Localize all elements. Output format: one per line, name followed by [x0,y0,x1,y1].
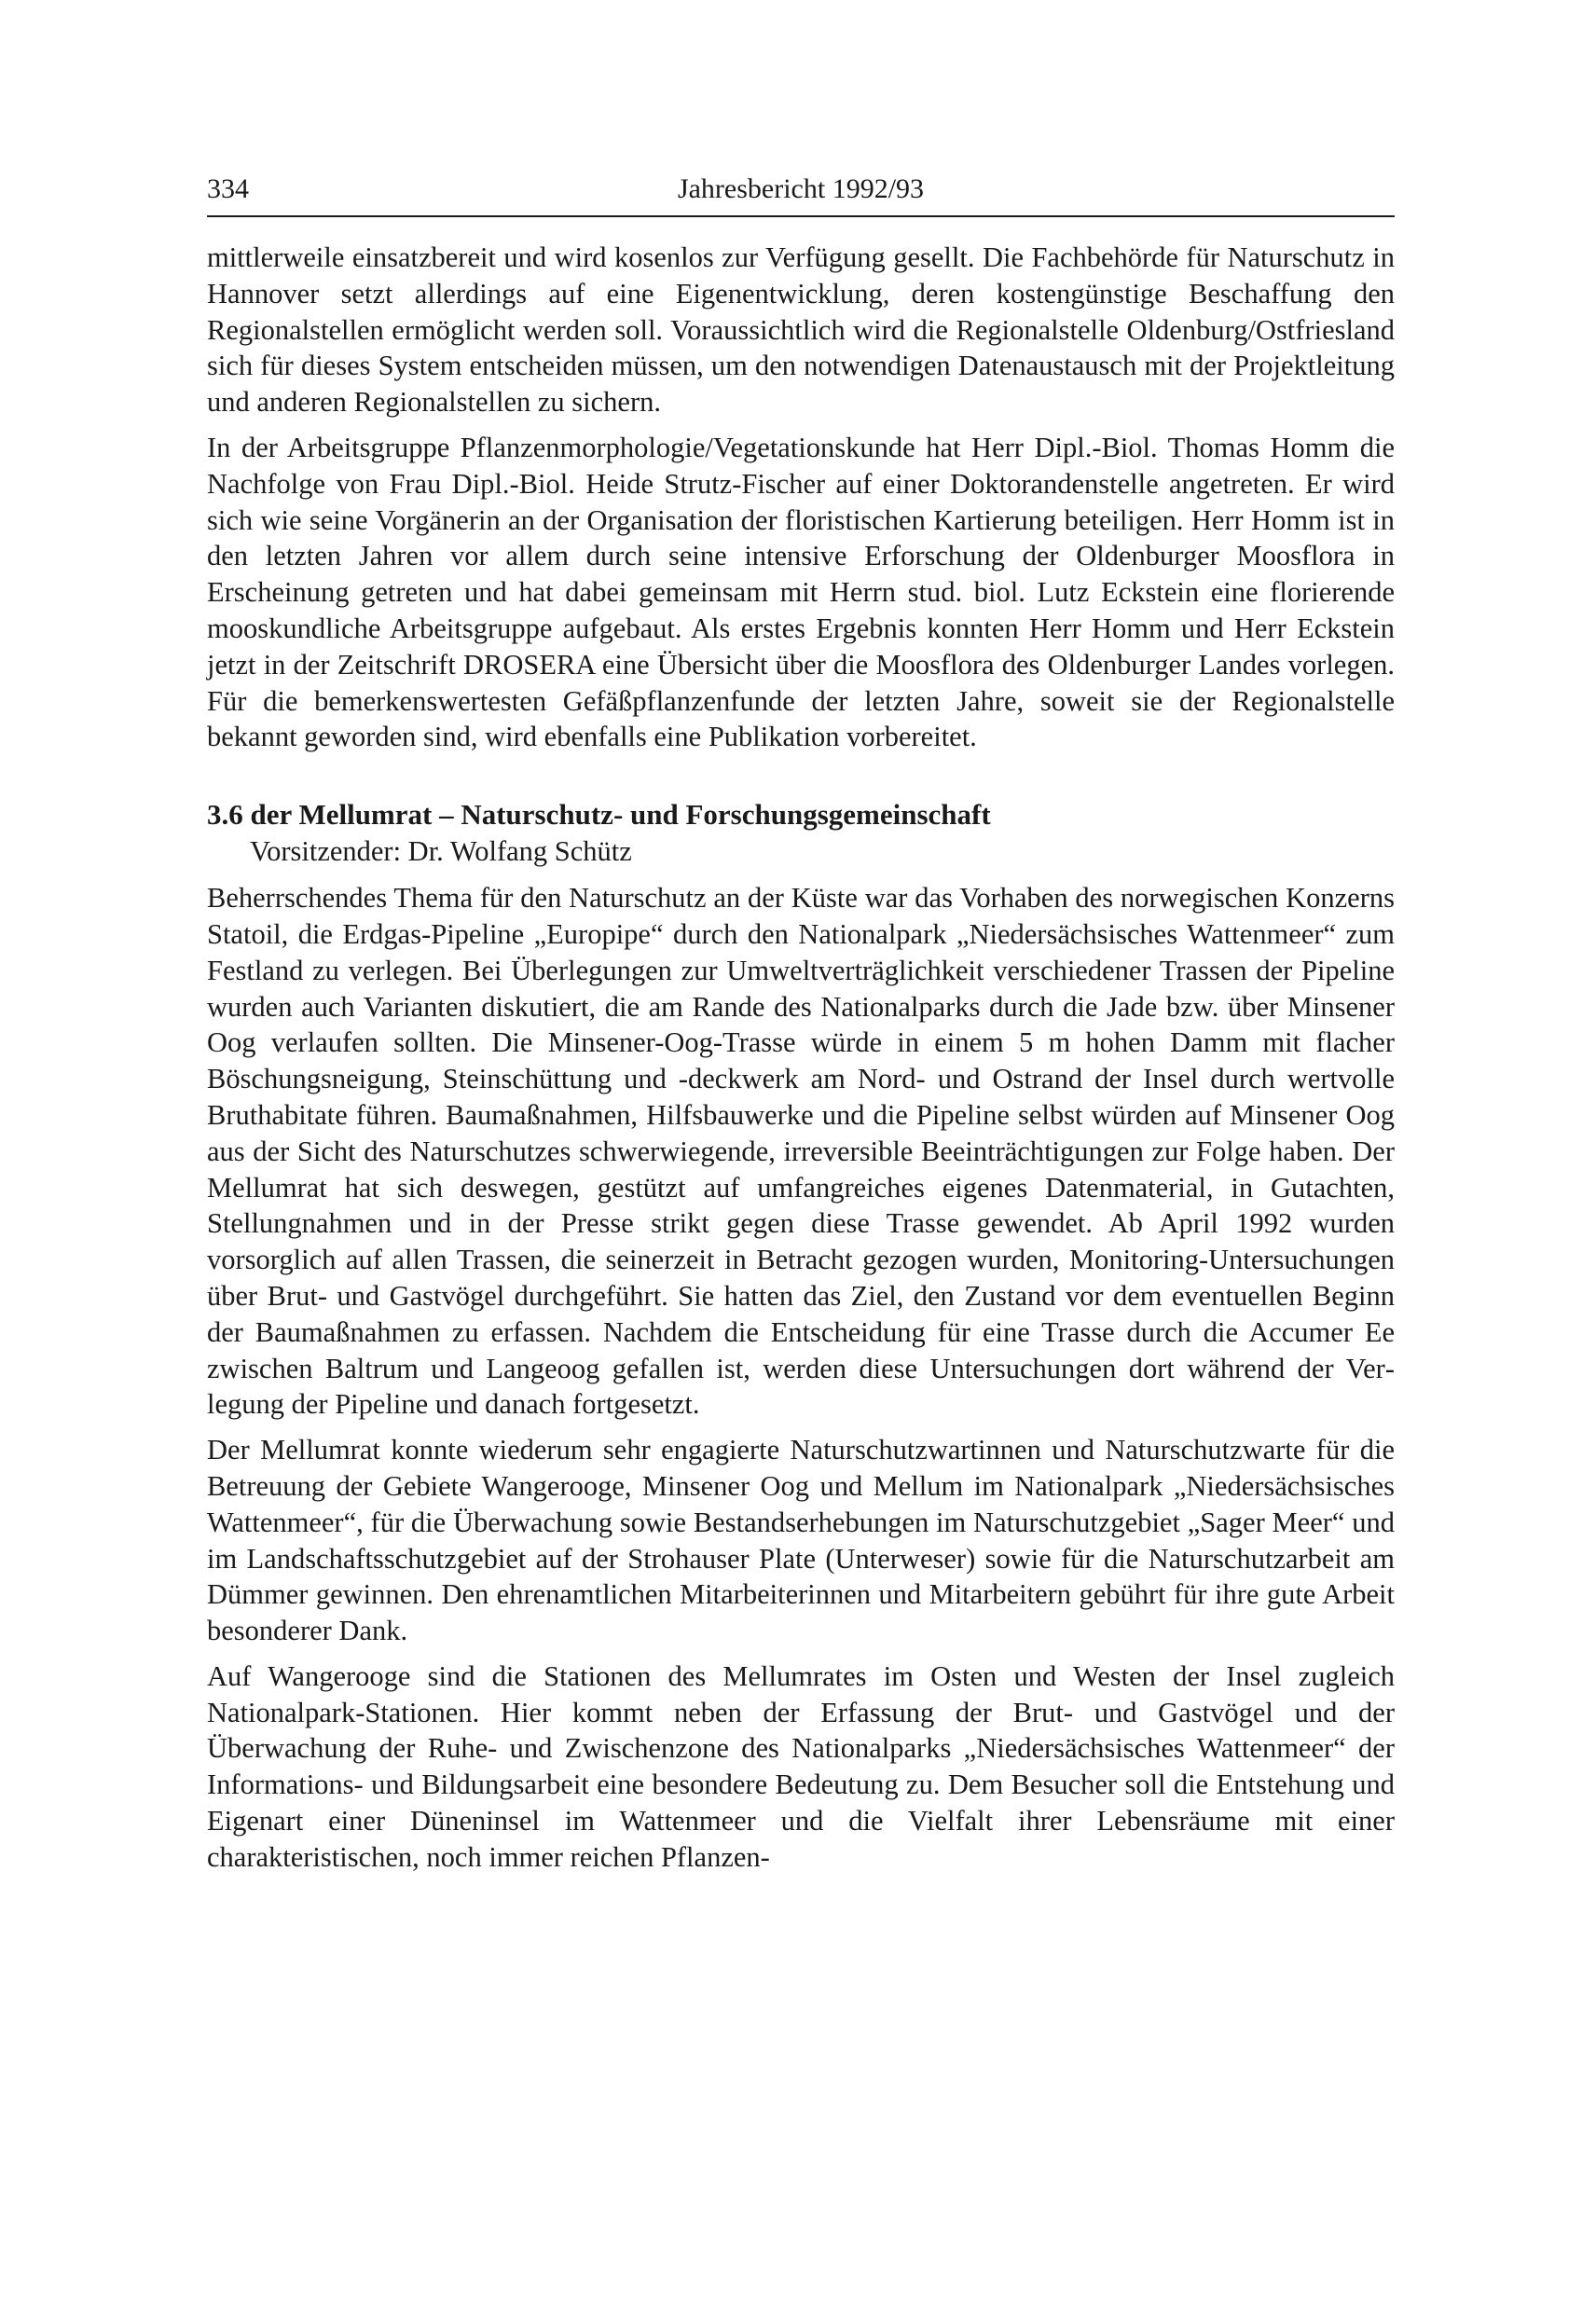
paragraph-pipeline: Beherrschendes Thema für den Naturschutz an der Küste war das Vorhaben des norwegischen Konzerns Statoil, die Erdgas-Pipeline „Europipe“ durch den Nationalpark „Niedersächsisches Wattenmeer“ zum Festland zu verlegen. Bei Überlegungen zur Umweltverträglichkeit verschiedener Trassen der Pipeline wurden auch Varianten diskutiert, die am Rande des Nationalparks durch die Jade bzw. über Minsener Oog verlaufen sollten. Die Minsener-Oog-Trasse würde in einem 5 m hohen Damm mit flacher Böschungsneigung, Steinschüttung und -deckwerk am Nord- und Ostrand der Insel durch wertvolle Bruthabitate führen. Baumaßnahmen, Hilfsbauwerke und die Pipeline selbst würden auf Minsener Oog aus der Sicht des Naturschutzes schwerwiegende, irreversible Beeinträchtigungen zur Folge haben. Der Mellumrat hat sich deswegen, gestützt auf umfangreiches eigenes Datenmaterial, in Gutachten, Stellungnahmen und in der Presse strikt gegen diese Trasse gewendet. Ab April 1992 wurden vorsorglich auf allen Trassen, die seinerzeit in Betracht gezogen wurden, Monitoring-Untersuchungen über Brut- und Gastvögel durchgeführt. Sie hatten das Ziel, den Zustand vor dem eventuellen Beginn der Baumaßnahmen zu erfassen. Nachdem die Entscheidung für eine Trasse durch die Accumer Ee zwischen Baltrum und Langeoog gefallen ist, werden diese Untersuchungen dort während der Verlegung der Pipeline und danach fortgesetzt. [207,882,1395,1421]
header-rule [207,215,1395,217]
running-header [207,171,1395,215]
document-page [207,171,1395,1885]
page-number: 334 [207,173,249,204]
running-title: Jahresbericht 1992/93 [677,173,925,204]
paragraph-working-group: In der Arbeitsgruppe Pflanzenmorphologie/Vegetationskunde hat Herr Dipl.-Biol. Thomas Homm die Nachfolge von Frau Dipl.-Biol. Heide Strutz-Fischer auf einer Doktorandenstelle angetreten. Er wird sich wie seine Vorgänerin an der Organisation der floristischen Kartierung beteiligen. Herr Homm ist in den letzten Jahren vor allem durch seine intensive Erforschung der Oldenburger Moosflora in Erscheinung getreten und hat dabei gemeinsam mit Herrn stud. biol. Lutz Eckstein eine florierende mooskundliche Arbeitsgruppe aufgebaut. Als erstes Ergebnis konnten Herr Homm und Herr Eckstein jetzt in der Zeitschrift DROSERA eine Übersicht über die Moosflora des Oldenburger Landes vorlegen. Für die bemerkenswertesten Gefäßpflanzenfunde der letzten Jahre, soweit sie der Regionalstelle bekannt geworden sind, wird ebenfalls eine Publikation vorbereitet. [207,431,1395,753]
section-subtitle: Vorsitzender: Dr. Wolfang Schütz [250,835,632,868]
paragraph-wardens: Der Mellumrat konnte wiederum sehr engagierte Naturschutzwartinnen und Naturschutzwarte für die Betreuung der Gebiete Wangerooge, Minsener Oog und Mellum im Nationalpark „Niedersächsisches Wattenmeer“, für die Überwachung sowie Bestandserhebungen im Naturschutzgebiet „Sager Meer“ und im Landschaftsschutzgebiet auf der Strohauser Plate (Unterweser) sowie für die Naturschutzarbeit am Dümmer gewinnen. Den ehrenamtlichen Mitarbeiterinnen und Mitarbeitern gebührt für ihre gute Arbeit besonderer Dank. [207,1434,1395,1647]
paragraph-software: mittlerweile einsatzbereit und wird kosenlos zur Verfügung gesellt. Die Fachbehörde für Naturschutz in Hannover setzt allerdings auf eine Eigenentwicklung, deren kostengünstige Beschaffung den Regionalstellen ermöglicht werden soll. Voraussichtlich wird die Regionalstelle Oldenburg/Ostfriesland sich für dieses System entscheiden müssen, um den notwendigen Datenaustausch mit der Projektleitung und anderen Regionalstellen zu sichern. [207,241,1395,419]
section-heading: 3.6 der Mellumrat – Naturschutz- und Forschungsgemeinschaft [207,798,991,832]
paragraph-wangerooge: Auf Wangerooge sind die Stationen des Mellumrates im Osten und Westen der Insel zugleich Nationalpark-Stationen. Hier kommt neben der Erfassung der Brut- und Gastvögel und der Überwachung der Ruhe- und Zwischenzone des Nationalparks „Niedersächsisches Wattenmeer“ der Informations- und Bildungsarbeit eine besondere Bedeutung zu. Dem Besucher soll die Entstehung und Eigenart einer Düneninsel im Wattenmeer und die Vielfalt ihrer Lebensräume mit einer charakteristischen, noch immer reichen Pflanzen- [207,1659,1395,1873]
